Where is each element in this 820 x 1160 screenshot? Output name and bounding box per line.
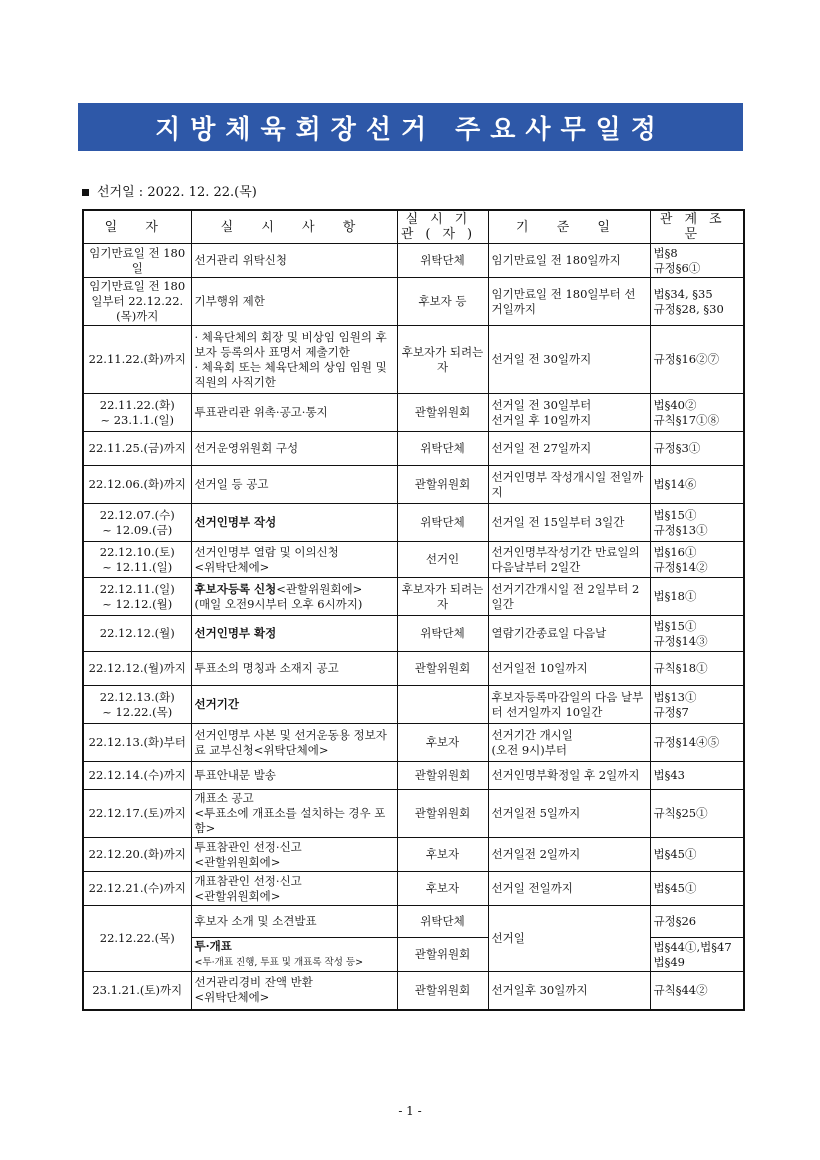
row-agency: 관할위원회 [397, 652, 488, 686]
row-task: 투표소의 명칭과 소재지 공고 [191, 652, 397, 686]
table-row [83, 972, 744, 1010]
row-date: 22.12.12.(월)까지 [83, 652, 191, 686]
row-ref: 법§15① 규정§14③ [650, 616, 744, 652]
row-agency: 후보자 등 [397, 278, 488, 326]
row-date: 22.12.17.(토)까지 [83, 790, 191, 838]
row-task: 후보자 소개 및 소견발표 [191, 906, 397, 938]
row-ref: 규정§3① [650, 432, 744, 466]
row-standard: 선거일전 2일까지 [488, 838, 650, 872]
row-task: 후보자등록 신청<관할위원회에> (매일 오전9시부터 오후 6시까지) [191, 578, 397, 616]
row-ref: 법§44①,법§47 법§49 [650, 938, 744, 972]
row-ref: 법§34, §35 규정§28, §30 [650, 278, 744, 326]
row-date: 22.12.07.(수) ~ 12.09.(금) [83, 504, 191, 542]
row-ref: 법§14⑥ [650, 466, 744, 504]
row-ref: 법§40② 규칙§17①⑧ [650, 394, 744, 432]
row-date: 임기만료일 전 180일부터 22.12.22.(목)까지 [83, 278, 191, 326]
row-agency: 관할위원회 [397, 394, 488, 432]
row-task: 선거인명부 열람 및 이의신청 <위탁단체에> [191, 542, 397, 578]
row-date: 임기만료일 전 180일 [83, 244, 191, 278]
row-ref: 규정§16②⑦ [650, 326, 744, 394]
header-standard: 기 준 일 [488, 210, 650, 244]
page-title: 지방체육회장선거 주요사무일정 [155, 114, 666, 145]
row-agency: 선거인 [397, 542, 488, 578]
row-agency: 후보자가 되려는 자 [397, 578, 488, 616]
row-ref: 법§8 규정§6① [650, 244, 744, 278]
row-ref: 규정§26 [650, 906, 744, 938]
row-agency: 위탁단체 [397, 244, 488, 278]
row-ref: 규칙§18① [650, 652, 744, 686]
header-task: 실 시 사 항 [191, 210, 397, 244]
page-title-banner [78, 103, 743, 151]
header-ref: 관계조문 [650, 210, 744, 244]
row-ref: 규칙§44② [650, 972, 744, 1010]
row-standard: 선거일 전 30일까지 [488, 326, 650, 394]
row-date: 22.11.22.(화)까지 [83, 326, 191, 394]
row-agency: 후보자 [397, 724, 488, 762]
table-row [83, 616, 744, 652]
row-date: 22.12.10.(토) ~ 12.11.(일) [83, 542, 191, 578]
row-task: 투표참관인 선정·신고 <관할위원회에> [191, 838, 397, 872]
row-date: 22.11.22.(화) ~ 23.1.1.(일) [83, 394, 191, 432]
row-standard: 열람기간종료일 다음날 [488, 616, 650, 652]
table-row [83, 432, 744, 466]
row-date: 22.12.11.(일) ~ 12.12.(월) [83, 578, 191, 616]
row-task: 선거인명부 사본 및 선거운동용 정보자료 교부신청<위탁단체에> [191, 724, 397, 762]
row-agency: 후보자 [397, 872, 488, 906]
row-agency: 관할위원회 [397, 762, 488, 790]
row-date: 23.1.21.(토)까지 [83, 972, 191, 1010]
row-task: 선거기간 [191, 686, 397, 724]
table-row [83, 578, 744, 616]
row-task: 선거관리경비 잔액 반환 <위탁단체에> [191, 972, 397, 1010]
row-standard: 선거일후 30일까지 [488, 972, 650, 1010]
table-row [83, 838, 744, 872]
row-date: 22.12.14.(수)까지 [83, 762, 191, 790]
header-date: 일 자 [83, 210, 191, 244]
row-date: 22.12.13.(화) ~ 12.22.(목) [83, 686, 191, 724]
row-task: 선거관리 위탁신청 [191, 244, 397, 278]
row-task: 개표참관인 선정·신고 <관할위원회에> [191, 872, 397, 906]
row-standard: 선거기간개시일 전 2일부터 2일간 [488, 578, 650, 616]
row-agency: 관할위원회 [397, 466, 488, 504]
row-standard: 선거일 전 15일부터 3일간 [488, 504, 650, 542]
table-row [83, 790, 744, 838]
row-ref: 법§45① [650, 838, 744, 872]
table-header-row [83, 210, 744, 244]
row-task: · 체육단체의 회장 및 비상임 임원의 후보자 등록의사 표명서 제출기한 · 체육회 또는 체육단체의 상임 임원 및 직원의 사직기한 [191, 326, 397, 394]
row-standard: 선거일 전 30일부터 선거일 후 10일까지 [488, 394, 650, 432]
row-task-bold: 투·개표 [194, 939, 232, 953]
row-agency: 위탁단체 [397, 432, 488, 466]
row-ref: 법§45① [650, 872, 744, 906]
row-date: 22.12.06.(화)까지 [83, 466, 191, 504]
row-agency: 후보자 [397, 838, 488, 872]
table-row [83, 504, 744, 542]
row-date: 22.12.20.(화)까지 [83, 838, 191, 872]
row-standard: 선거일전 10일까지 [488, 652, 650, 686]
row-standard: 선거인명부작성기간 만료일의 다음날부터 2일간 [488, 542, 650, 578]
row-task: 투표관리관 위촉·공고·통지 [191, 394, 397, 432]
row-ref: 법§43 [650, 762, 744, 790]
row-ref: 규정§14④⑤ [650, 724, 744, 762]
row-agency: 후보자가 되려는 자 [397, 326, 488, 394]
row-standard: 선거일 [488, 906, 650, 972]
row-task: 선거인명부 확정 [191, 616, 397, 652]
row-standard: 선거일전 5일까지 [488, 790, 650, 838]
election-date-line [82, 181, 257, 200]
table-row [83, 652, 744, 686]
schedule-table [82, 209, 745, 1011]
row-standard: 임기만료일 전 180일까지 [488, 244, 650, 278]
table-row [83, 278, 744, 326]
row-agency [397, 686, 488, 724]
square-bullet-icon [82, 189, 89, 196]
row-agency: 관할위원회 [397, 790, 488, 838]
row-ref: 규칙§25① [650, 790, 744, 838]
row-agency: 관할위원회 [397, 938, 488, 972]
row-date: 22.12.13.(화)부터 [83, 724, 191, 762]
table-row [83, 542, 744, 578]
row-standard: 선거일 전일까지 [488, 872, 650, 906]
row-task-bold: 후보자등록 신청 [194, 581, 277, 596]
table-row [83, 326, 744, 394]
row-standard: 선거일 전 27일까지 [488, 432, 650, 466]
row-date: 22.12.21.(수)까지 [83, 872, 191, 906]
table-row [83, 906, 744, 938]
row-task: 투표안내문 발송 [191, 762, 397, 790]
row-task: 선거일 등 공고 [191, 466, 397, 504]
row-standard: 선거인명부 작성개시일 전일까지 [488, 466, 650, 504]
row-ref: 법§13① 규정§7 [650, 686, 744, 724]
row-date: 22.11.25.(금)까지 [83, 432, 191, 466]
row-task-note: <투·개표 진행, 투표 및 개표록 작성 등> [194, 957, 364, 968]
table-row [83, 724, 744, 762]
election-date: 선거일 : 2022. 12. 22.(목) [97, 185, 257, 200]
row-ref: 법§16① 규정§14② [650, 542, 744, 578]
row-task: 선거운영위원회 구성 [191, 432, 397, 466]
row-standard: 후보자등록마감일의 다음 날부터 선거일까지 10일간 [488, 686, 650, 724]
row-date: 22.12.12.(월) [83, 616, 191, 652]
row-task: 선거인명부 작성 [191, 504, 397, 542]
row-agency: 위탁단체 [397, 906, 488, 938]
row-date: 22.12.22.(목) [83, 906, 191, 972]
table-row [83, 762, 744, 790]
row-standard: 임기만료일 전 180일부터 선거일까지 [488, 278, 650, 326]
row-agency: 위탁단체 [397, 504, 488, 542]
table-row [83, 466, 744, 504]
row-agency: 위탁단체 [397, 616, 488, 652]
row-standard: 선거기간 개시일 (오전 9시)부터 [488, 724, 650, 762]
row-agency: 관할위원회 [397, 972, 488, 1010]
row-ref: 법§18① [650, 578, 744, 616]
row-task [191, 938, 397, 972]
table-row [83, 686, 744, 724]
row-ref: 법§15① 규정§13① [650, 504, 744, 542]
row-standard: 선거인명부확정일 후 2일까지 [488, 762, 650, 790]
page-number: - 1 - [398, 1104, 422, 1118]
header-agency: 실시기관(자) [397, 210, 488, 244]
table-row [83, 872, 744, 906]
row-task: 기부행위 제한 [191, 278, 397, 326]
table-row [83, 244, 744, 278]
table-row [83, 394, 744, 432]
row-task: 개표소 공고 <투표소에 개표소를 설치하는 경우 포함> [191, 790, 397, 838]
